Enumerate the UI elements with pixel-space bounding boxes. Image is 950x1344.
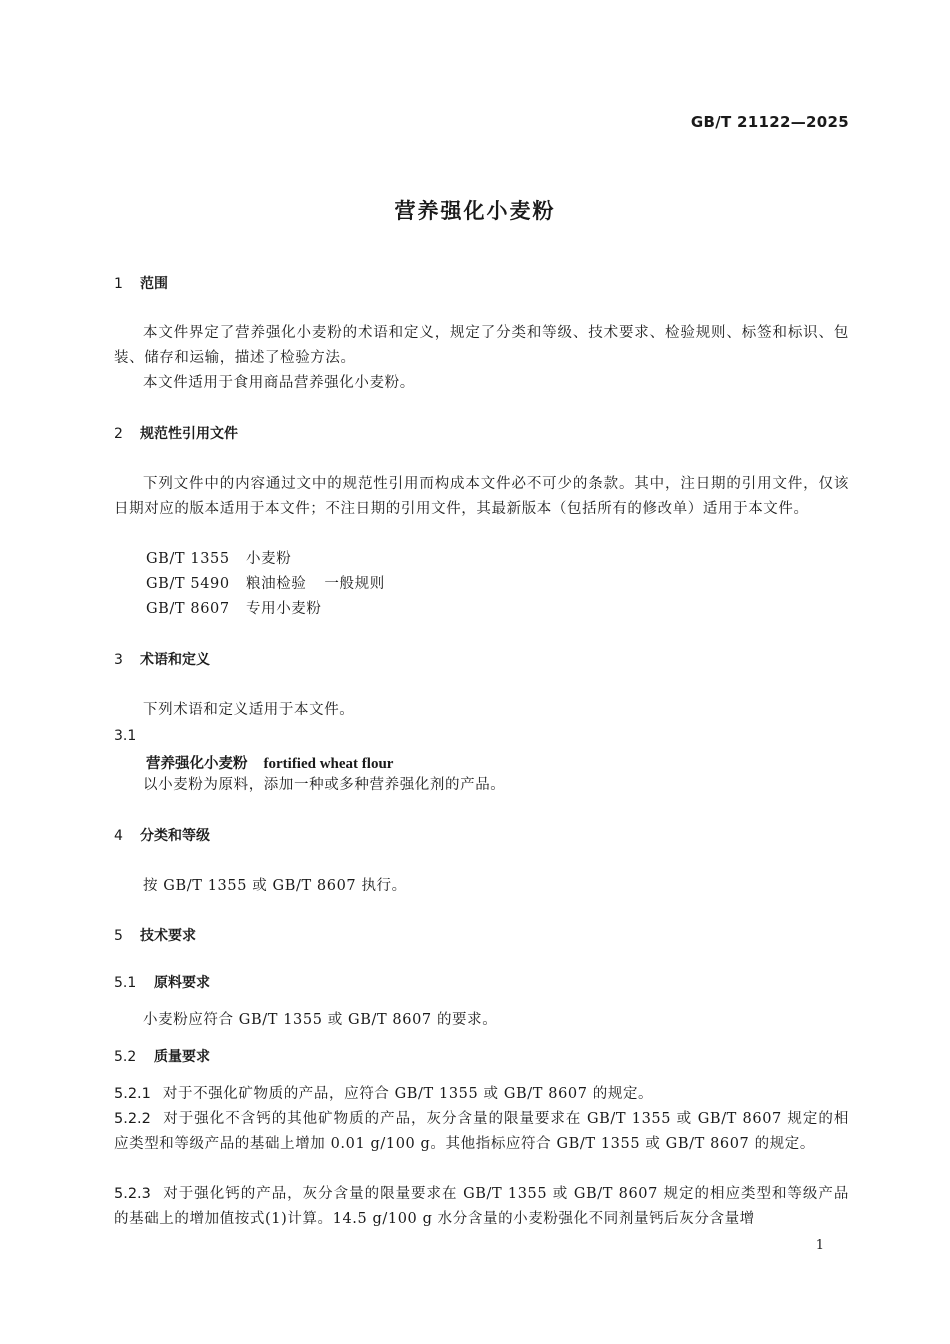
section-title: 技术要求 — [140, 928, 196, 944]
reference-item — [146, 572, 385, 597]
paragraph: 本文件界定了营养强化小麦粉的术语和定义，规定了分类和等级、技术要求、检验规则、标签和标识、包装、储存和运输，描述了检验方法。 — [114, 325, 849, 366]
section-3-heading — [114, 650, 210, 670]
reference-title: 专用小麦粉 — [246, 601, 322, 617]
clause-5-2-1 — [114, 1082, 849, 1107]
term-chinese: 营养强化小麦粉 — [146, 755, 248, 772]
section-title: 范围 — [140, 276, 168, 292]
clause-5-2-2 — [114, 1107, 849, 1157]
section-number: 2 — [114, 426, 123, 442]
subsection-title: 原料要求 — [154, 975, 210, 991]
term-definition: 以小麦粉为原料，添加一种或多种营养强化剂的产品。 — [143, 777, 506, 793]
clause-5-2-3 — [114, 1182, 849, 1232]
clause-number: 5.2.2 — [114, 1111, 151, 1127]
clause-number: 5.2.3 — [114, 1186, 151, 1202]
subsection-title: 质量要求 — [154, 1049, 210, 1065]
term-number: 3.1 — [114, 728, 137, 744]
subsection-5-2-heading — [114, 1047, 210, 1067]
page-number: 1 — [815, 1238, 824, 1253]
section-5-heading — [114, 926, 196, 946]
reference-code: GB/T 8607 — [146, 601, 230, 617]
term-english: fortified wheat flour — [263, 756, 394, 772]
reference-subtitle: 一般规则 — [324, 576, 385, 592]
section-title: 分类和等级 — [140, 828, 210, 844]
section-2-heading — [114, 424, 238, 444]
standard-code: GB/T 21122—2025 — [690, 113, 849, 131]
reference-item — [146, 547, 291, 572]
document-title: 营养强化小麦粉 — [394, 199, 556, 223]
reference-item — [146, 597, 322, 622]
section-4-heading — [114, 826, 210, 846]
reference-code: GB/T 5490 — [146, 576, 230, 592]
paragraph: 按 GB/T 1355 或 GB/T 8607 执行。 — [143, 878, 407, 894]
reference-code: GB/T 1355 — [146, 551, 230, 567]
clause-text: 对于强化钙的产品，灰分含量的限量要求在 GB/T 1355 或 GB/T 8607 规定的相应类型和等级产品的基础上的增加值按式(1)计算。14.5 g/100 g 水分含量的小麦粉强化不同剂量钙后灰分含量增 — [114, 1186, 849, 1227]
section-number: 3 — [114, 652, 123, 668]
section-title: 术语和定义 — [140, 652, 210, 668]
paragraph: 小麦粉应符合 GB/T 1355 或 GB/T 8607 的要求。 — [143, 1012, 498, 1028]
reference-title: 粮油检验 — [246, 576, 307, 592]
paragraph: 下列文件中的内容通过文中的规范性引用而构成本文件必不可少的条款。其中，注日期的引用文件，仅该日期对应的版本适用于本文件；不注日期的引用文件，其最新版本（包括所有的修改单）适用于本文件。 — [114, 476, 849, 517]
section-title: 规范性引用文件 — [140, 426, 238, 442]
subsection-5-1-heading — [114, 973, 210, 993]
subsection-number: 5.2 — [114, 1049, 137, 1065]
section-number: 4 — [114, 828, 123, 844]
term-entry — [146, 752, 393, 773]
subsection-number: 5.1 — [114, 975, 137, 991]
clause-number: 5.2.1 — [114, 1086, 151, 1102]
clause-text: 对于强化不含钙的其他矿物质的产品，灰分含量的限量要求在 GB/T 1355 或 GB/T 8607 规定的相应类型和等级产品的基础上增加 0.01 g/100 g。其他指标应符合 GB/T 1355 或 GB/T 8607 的规定。 — [114, 1111, 849, 1152]
section-number: 1 — [114, 276, 123, 292]
paragraph: 下列术语和定义适用于本文件。 — [143, 702, 355, 718]
paragraph: 本文件适用于食用商品营养强化小麦粉。 — [143, 375, 415, 391]
section-number: 5 — [114, 928, 123, 944]
reference-title: 小麦粉 — [246, 551, 292, 567]
section-1-heading — [114, 274, 168, 294]
clause-text: 对于不强化矿物质的产品，应符合 GB/T 1355 或 GB/T 8607 的规定。 — [162, 1086, 654, 1102]
